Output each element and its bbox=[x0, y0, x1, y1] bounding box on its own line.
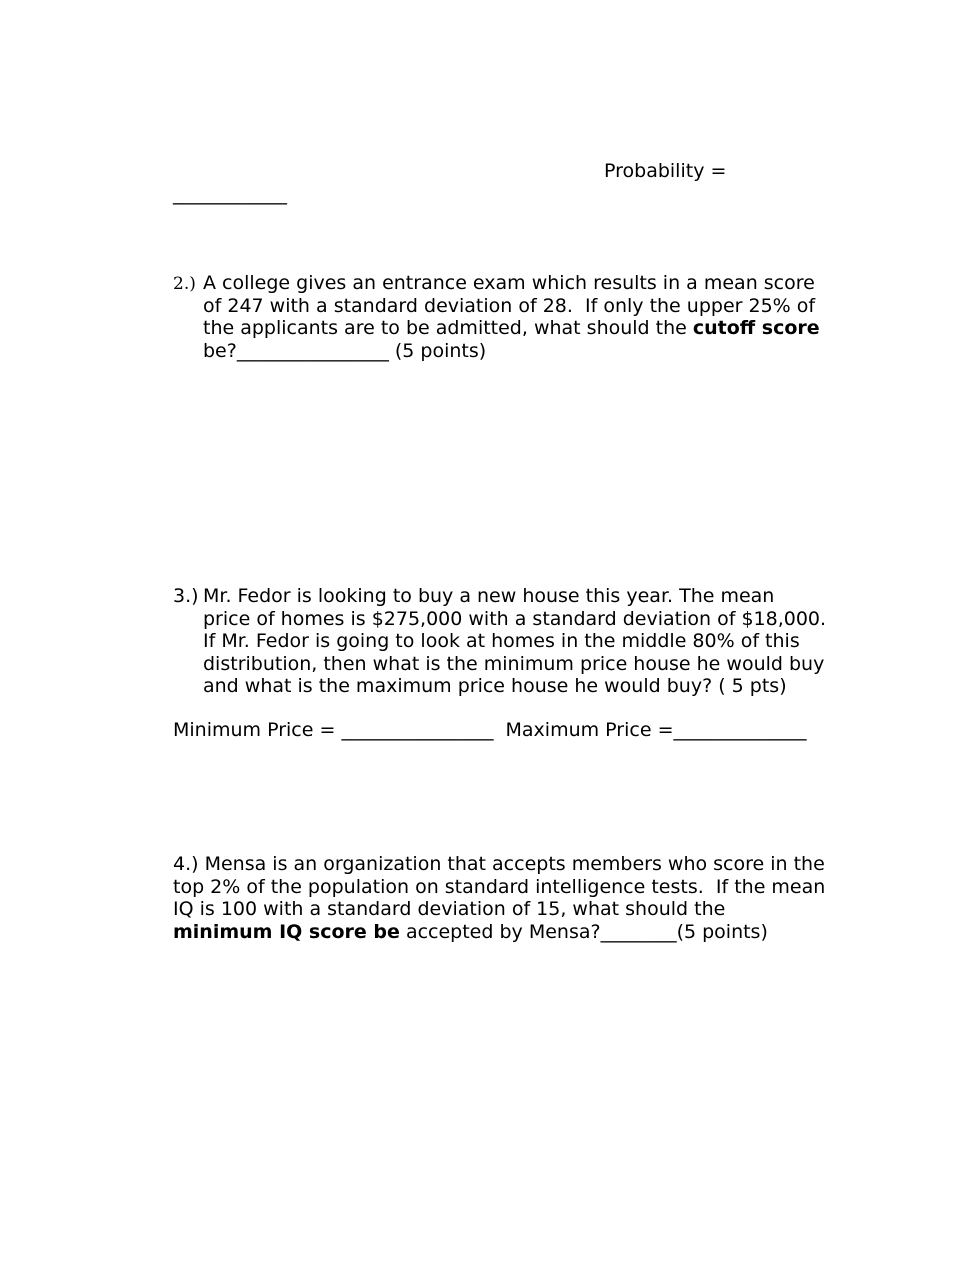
question-3-line-4: distribution, then what is the minimum price house he would buy bbox=[203, 652, 825, 675]
question-4-line-4-text: accepted by Mensa?________(5 points) bbox=[399, 920, 768, 943]
question-4-line-2: top 2% of the population on standard intelligence tests. If the mean bbox=[173, 875, 826, 898]
cutoff-score-emphasis: cutoff score bbox=[692, 317, 820, 339]
question-2-text bbox=[203, 272, 853, 362]
probability-label: Probability = bbox=[604, 160, 727, 182]
question-2-line-3 bbox=[203, 317, 853, 340]
question-2-number: 2.) bbox=[173, 274, 196, 294]
question-4-line-3: IQ is 100 with a standard deviation of 15, what should the bbox=[173, 898, 726, 920]
probability-answer-blank: ____________ bbox=[173, 183, 287, 205]
question-4-line-1: 4.) Mensa is an organization that accepts members who score in the bbox=[173, 853, 825, 875]
question-3-line-3: If Mr. Fedor is going to look at homes in the middle 80% of this bbox=[203, 630, 800, 652]
question-3-line-2: price of homes is $275,000 with a standard deviation of $18,000. bbox=[203, 607, 827, 630]
minimum-iq-emphasis: minimum IQ score be bbox=[173, 920, 400, 943]
question-3-number: 3.) bbox=[173, 585, 199, 607]
question-2-line-4: be?________________ (5 points) bbox=[203, 339, 487, 362]
question-4-line-4 bbox=[173, 921, 873, 944]
question-3-line-5: and what is the maximum price house he would buy? ( 5 pts) bbox=[203, 675, 787, 697]
question-3-line-1: Mr. Fedor is looking to buy a new house this year. The mean bbox=[203, 585, 775, 607]
question-2-line-2: of 247 with a standard deviation of 28. If only the upper 25% of bbox=[203, 294, 816, 317]
question-2-line-1: A college gives an entrance exam which results in a mean score bbox=[203, 272, 815, 294]
question-4-text bbox=[173, 853, 873, 943]
question-3-text bbox=[203, 585, 853, 698]
question-3-answer-line: Minimum Price = ________________ Maximum Price =______________ bbox=[173, 719, 807, 741]
question-2-line-3-text: the applicants are to be admitted, what should the bbox=[203, 317, 693, 339]
